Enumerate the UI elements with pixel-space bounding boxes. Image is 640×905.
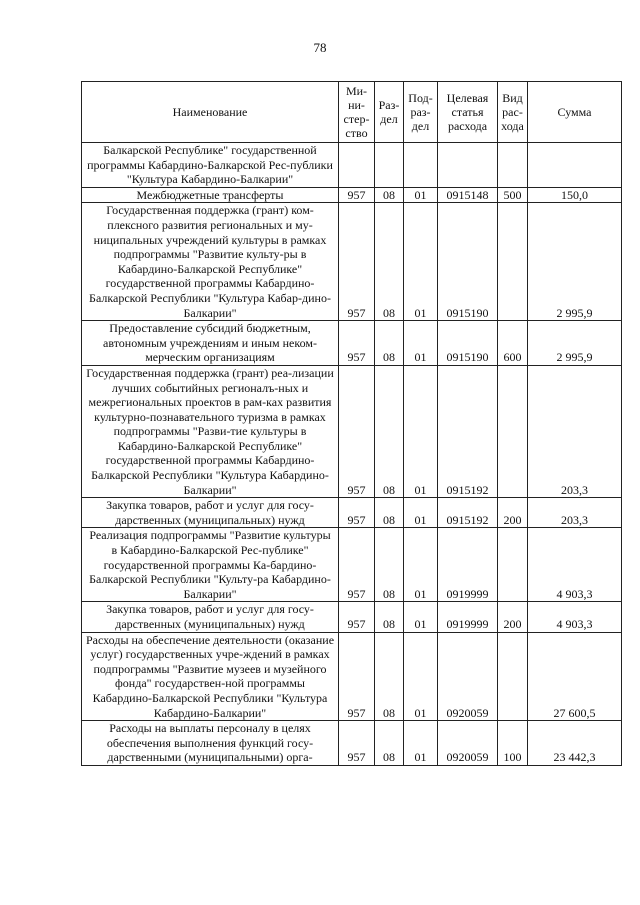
cell-expense-type: 600 [498,321,528,366]
cell-sum: 4 903,3 [528,528,622,602]
cell-target: 0919999 [438,528,498,602]
table-row [82,143,622,188]
cell-name: Расходы на выплаты персоналу в целях обеспечения выполнения функций госу-дарственными (муниципальными) орга- [82,721,339,766]
cell-name: Государственная поддержка (грант) ком-плексного развития региональных и му-ниципальных учреждений культуры в рамках подпрограммы "Развитие культу-ры в Кабардино-Балкарской Республике" государственной программы Кабардино-Балкарской Республики "Культура Кабар-дино-Балкарии" [82,203,339,321]
cell-sum: 23 442,3 [528,721,622,766]
cell-target: 0915192 [438,365,498,497]
cell-name: Государственная поддержка (грант) реа-лизации лучших событийных регионалъ-ных и межрегиональных проектов в рам-ках развития культурно-познавательного туризма в рамках подпрограммы "Разви-тие культуры в Кабардино-Балкарской Республике" государственной программы Кабардино-Балкарской Республики "Культура Кабардино-Балкарии" [82,365,339,497]
cell-section [375,143,404,188]
cell-ministry: 957 [339,321,375,366]
table-row [82,321,622,366]
cell-section: 08 [375,321,404,366]
cell-ministry: 957 [339,528,375,602]
header-sum: Сумма [528,82,622,143]
cell-expense-type [498,203,528,321]
cell-expense-type [498,365,528,497]
header-expense-type: Вид рас- хода [498,82,528,143]
cell-sum: 2 995,9 [528,203,622,321]
cell-expense-type: 200 [498,498,528,528]
cell-expense-type: 200 [498,602,528,632]
table-row [82,365,622,497]
cell-target [438,143,498,188]
cell-name: Закупка товаров, работ и услуг для госу-дарственных (муниципальных) нужд [82,602,339,632]
cell-ministry: 957 [339,721,375,766]
header-section: Раз- дел [375,82,404,143]
header-ministry: Ми- ни- стер- ство [339,82,375,143]
cell-section: 08 [375,498,404,528]
cell-sum: 2 995,9 [528,321,622,366]
cell-target: 0915190 [438,203,498,321]
cell-ministry [339,143,375,188]
cell-subsection: 01 [404,321,438,366]
table-row [82,498,622,528]
cell-subsection: 01 [404,602,438,632]
cell-sum: 150,0 [528,187,622,203]
cell-subsection: 01 [404,528,438,602]
cell-expense-type [498,528,528,602]
cell-target: 0915148 [438,187,498,203]
cell-ministry: 957 [339,203,375,321]
cell-ministry: 957 [339,365,375,497]
cell-section: 08 [375,721,404,766]
cell-target: 0915192 [438,498,498,528]
cell-target: 0915190 [438,321,498,366]
cell-name: Межбюджетные трансферты [82,187,339,203]
cell-name: Балкарской Республике" государственной программы Кабардино-Балкарской Рес-публики "Культура Кабардино-Балкарии" [82,143,339,188]
budget-table [81,81,622,766]
cell-name: Расходы на обеспечение деятельности (оказание услуг) государственных учре-ждений в рамках подпрограммы "Развитие музеев и музейного фонда" государствен-ной программы Кабардино-Балкарской Республики "Культура Кабардино-Балкарии" [82,632,339,721]
cell-expense-type: 500 [498,187,528,203]
cell-ministry: 957 [339,187,375,203]
cell-ministry: 957 [339,602,375,632]
cell-section: 08 [375,365,404,497]
cell-subsection: 01 [404,498,438,528]
page-number: 78 [313,40,327,55]
cell-subsection: 01 [404,203,438,321]
cell-ministry: 957 [339,632,375,721]
cell-name: Реализация подпрограммы "Развитие культуры в Кабардино-Балкарской Рес-публике" государственной программы Ка-бардино-Балкарской Республики "Культу-ра Кабардино-Балкарии" [82,528,339,602]
cell-ministry: 957 [339,498,375,528]
cell-subsection: 01 [404,632,438,721]
header-row [82,82,622,143]
cell-subsection: 01 [404,365,438,497]
cell-sum: 203,3 [528,365,622,497]
cell-subsection [404,143,438,188]
cell-section: 08 [375,602,404,632]
cell-section: 08 [375,187,404,203]
cell-section: 08 [375,203,404,321]
cell-target: 0920059 [438,632,498,721]
cell-expense-type: 100 [498,721,528,766]
cell-sum [528,143,622,188]
cell-name: Закупка товаров, работ и услуг для госу-дарственных (муниципальных) нужд [82,498,339,528]
header-subsection: Под- раз- дел [404,82,438,143]
cell-target: 0919999 [438,602,498,632]
cell-subsection: 01 [404,721,438,766]
table-row [82,187,622,203]
cell-section: 08 [375,632,404,721]
table-row [82,203,622,321]
header-target: Целевая статья расхода [438,82,498,143]
cell-target: 0920059 [438,721,498,766]
cell-subsection: 01 [404,187,438,203]
table-row [82,528,622,602]
table-row [82,721,622,766]
cell-sum: 4 903,3 [528,602,622,632]
cell-sum: 203,3 [528,498,622,528]
cell-name: Предоставление субсидий бюджетным, автономным учреждениям и иным неком-мерческим организациям [82,321,339,366]
cell-section: 08 [375,528,404,602]
cell-sum: 27 600,5 [528,632,622,721]
table-row [82,602,622,632]
cell-expense-type [498,632,528,721]
header-name: Наименование [82,82,339,143]
cell-expense-type [498,143,528,188]
table-row [82,632,622,721]
